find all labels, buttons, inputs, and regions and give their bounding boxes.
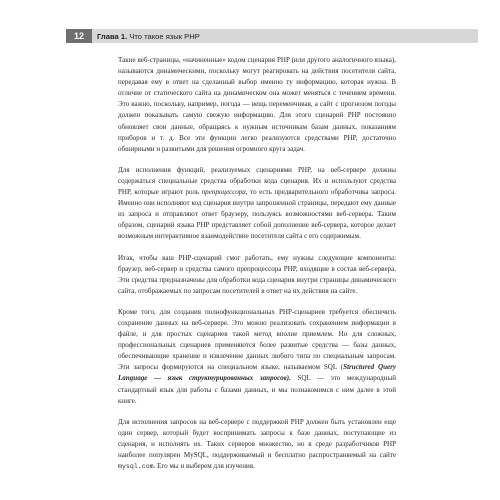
text-segment: Итак, чтобы ваш PHP-сценарий смог работать, ему нужны следующие компоненты: браузер, веб-сервер и средства самого препроцессора PHP, входящие в состав веб-сервера. Эти средства предназначены для обработки кода сценария внутри страницы динамического сайта, отображаемых по запросам посетителей в ответ на их действия на сайте. [118,253,396,295]
chapter-label: Глава 1. [97,31,128,41]
paragraph [118,165,396,243]
text-segment: Такие веб-страницы, «начиненные» кодом сценария PHP (или другого аналогичного языка), называются динамическими, поскольку могут реагировать на действия посетителя сайта, передавая ему в ответ на сделанный выбор именно ту информацию, которая нужна. В отличие от статического сайта на динамическом она может меняться с течением времени. Это важно, поскольку, например, погода — вещь переменчивая, а сайт с прогнозом погоды должен показывать самую свежую информацию. Для этого сценарий PHP постоянно обновляет свои данные, обращаясь к нужным источникам базам данных, показаниям приборов и т. д. Все эти функции легко реализуются средствами PHP, достаточно обширными и развитыми для решения огромного круга задач. [118,56,396,153]
running-header [73,29,478,43]
text-segment: Кроме того, для создания полнофункциональных PHP-сценариев требуется обеспечить сохранение данных на веб-сервере. Это можно реализовать сохранением информации в файле, и для простых сценариев такой метод вполне приемлем. Но для сложных, профессиональных сценариев применяются более развитые средства — базы данных, обеспечивающие хранение и извлечение данных любого типа по специальным запросам. Эти запросы формируются на специальном языке, называемом SQL ( [118,307,396,372]
text-segment: mysql.com [118,463,154,471]
chapter-title: Что такое язык PHP [127,31,200,41]
paragraph [118,307,396,407]
text-segment: препроцессора [201,188,246,197]
paragraph [118,55,396,155]
text-segment: Для исполнения запросов на веб-сервере с поддержкой PHP должен быть установлен еще один сервер, который будет воспринимать запросы к базе данных, поступающие из сценария, и исполнять их. Таких серверов множество, но в среде разработчиков PHP наиболее популярен MySQL, поддерживаемый и бесплатно распространяемый на сайте [118,417,396,459]
text-segment: . Его мы и выберем для изучения. [153,462,255,471]
text-segment: SQL — это международный стандартный язык для работы с базами данных, и мы познакомимся с ним далее в этой книге. [118,374,396,405]
page-body [118,55,396,482]
paragraph [118,253,396,297]
text-segment: , то есть предварительного обработчика запроса. Именно они исполняют код сценария внутри запрошенной страницы, передают ему данные из запроса и отправляют ответ браузеру, пользуясь возможностями веб-сервера. Таким образом, сценарий языка PHP представляет собой дополнение веб-сервера, которое делает возможным интерактивное взаимодействие посетителя сайта с его содержимым. [118,188,396,241]
text-segment: Для исполнения функций, реализуемых сценариями PHP, на веб-сервере должны содержаться специальные средства обработки кода сценария. Их и используют средства PHP, которые играют роль [118,165,396,197]
chapter-header-bar [92,29,478,43]
page-number: 12 [66,29,92,43]
paragraph [118,417,396,472]
text-segment: Structured Query Language — язык структурированных запросов). [118,363,396,383]
